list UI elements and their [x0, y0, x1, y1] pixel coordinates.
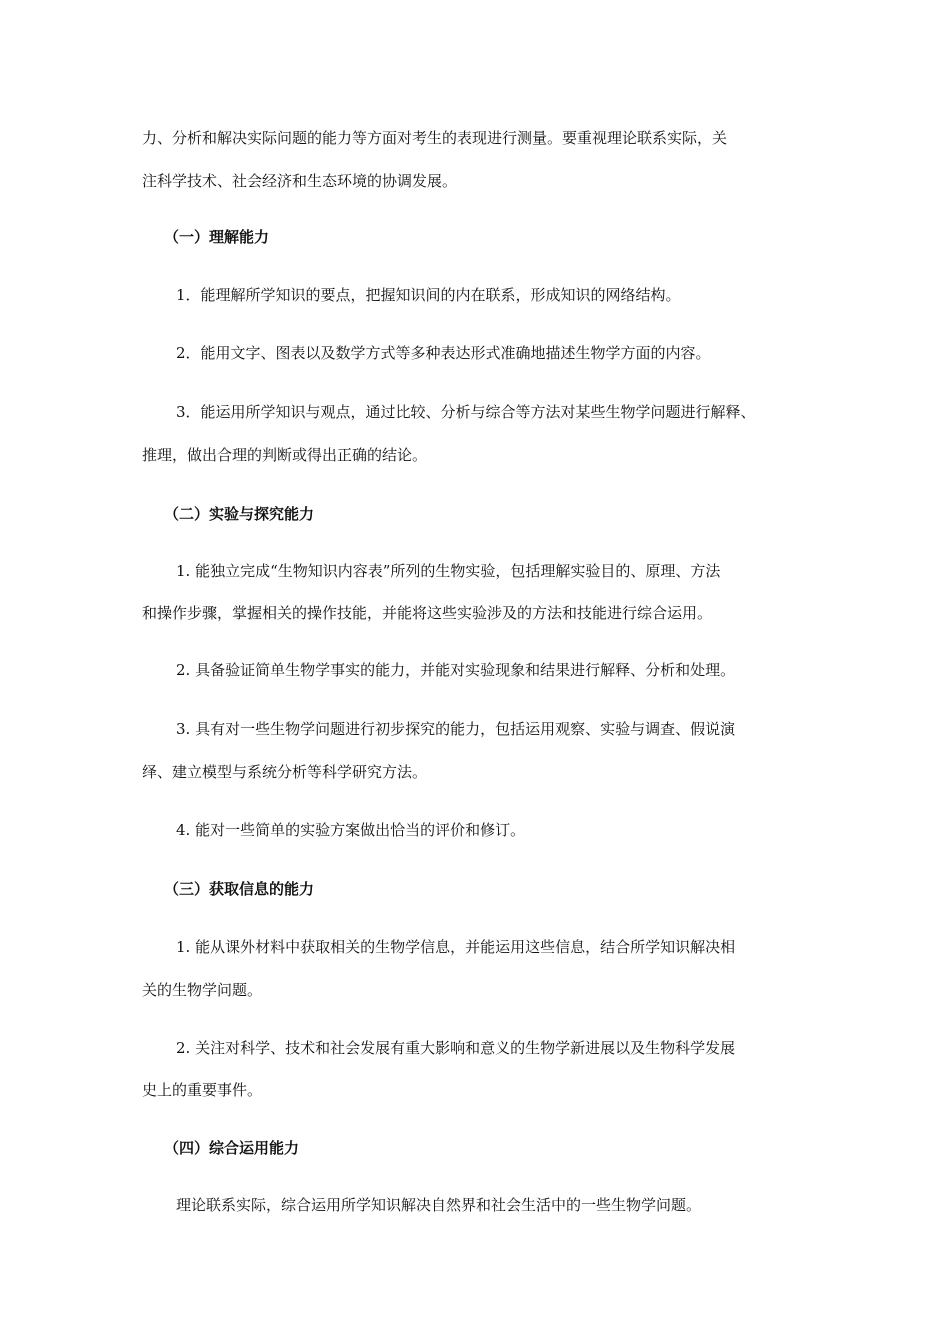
section1-item-1: 1．能理解所学知识的要点，把握知识间的内在联系，形成知识的网络结构。	[176, 286, 681, 304]
section2-item-4: 4. 能对一些简单的实验方案做出恰当的评价和修订。	[176, 821, 526, 839]
intro-line-1: 力、分析和解决实际问题的能力等方面对考生的表现进行测量。要重视理论联系实际，关	[142, 129, 728, 147]
section4-body: 理论联系实际，综合运用所学知识解决自然界和社会生活中的一些生物学问题。	[176, 1196, 702, 1214]
section3-item-2-line-2: 史上的重要事件。	[142, 1081, 263, 1099]
section2-item-3-line-2: 绎、建立模型与系统分析等科学研究方法。	[142, 763, 428, 781]
section1-item-3-line-2: 推理，做出合理的判断或得出正确的结论。	[142, 446, 428, 464]
section2-item-3-line-1: 3. 具有对一些生物学问题进行初步探究的能力，包括运用观察、实验与调查、假说演	[176, 720, 736, 738]
section1-item-3-line-1: 3．能运用所学知识与观点，通过比较、分析与综合等方法对某些生物学问题进行解释、	[176, 403, 756, 421]
section1-item-2: 2．能用文字、图表以及数学方式等多种表达形式准确地描述生物学方面的内容。	[176, 344, 711, 362]
section3-item-2-line-1: 2. 关注对科学、技术和社会发展有重大影响和意义的生物学新进展以及生物科学发展	[176, 1039, 736, 1057]
section-heading-comprehension: （一）理解能力	[164, 228, 270, 246]
section2-item-1-line-1: 1. 能独立完成“生物知识内容表”所列的生物实验，包括理解实验目的、原理、方法	[176, 562, 721, 580]
intro-line-2: 注科学技术、社会经济和生态环境的协调发展。	[142, 172, 458, 190]
section-heading-experiment: （二）实验与探究能力	[164, 505, 315, 523]
section3-item-1-line-2: 关的生物学问题。	[142, 981, 263, 999]
section2-item-1-line-2: 和操作步骤，掌握相关的操作技能，并能将这些实验涉及的方法和技能进行综合运用。	[142, 604, 713, 622]
section2-item-2: 2. 具备验证简单生物学事实的能力，并能对实验现象和结果进行解释、分析和处理。	[176, 661, 736, 679]
section-heading-information: （三）获取信息的能力	[164, 880, 315, 898]
section-heading-application: （四）综合运用能力	[164, 1139, 300, 1157]
section3-item-1-line-1: 1. 能从课外材料中获取相关的生物学信息，并能运用这些信息，结合所学知识解决相	[176, 938, 736, 956]
